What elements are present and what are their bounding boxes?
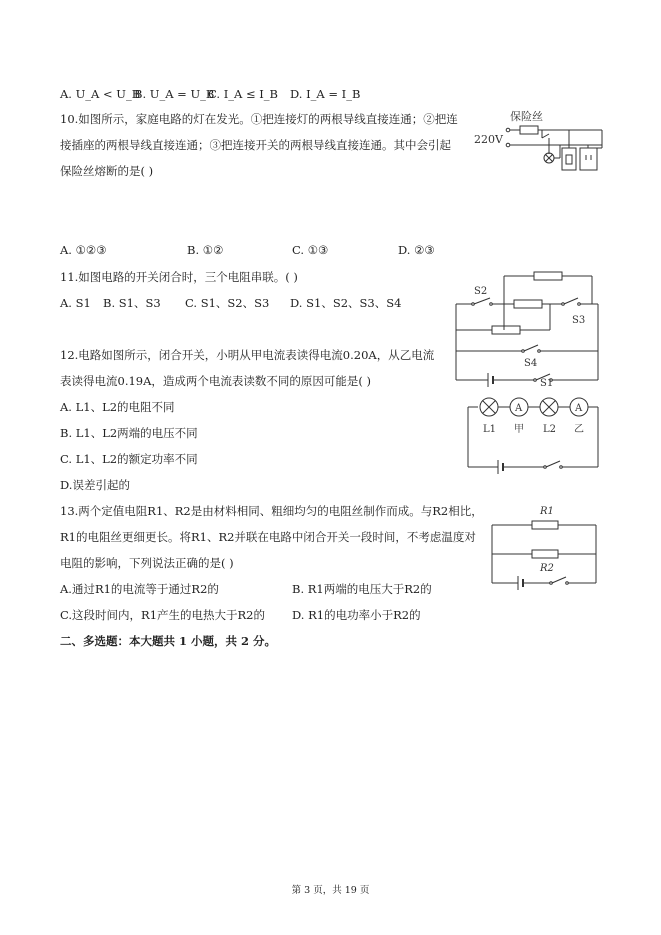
q11-stem: 11.如图电路的开关闭合时，三个电阻串联。( ) bbox=[60, 270, 298, 284]
q11-option-d: D. S1、S2、S3、S4 bbox=[290, 296, 402, 310]
ammeter-yi-symbol: A bbox=[575, 403, 583, 414]
q13-circuit-figure bbox=[488, 503, 603, 595]
lamp-l2-label: L2 bbox=[543, 424, 557, 435]
q13-option-d: D. R1的电功率小于R2的 bbox=[292, 608, 421, 622]
q12-line-2: 表读得电流0.19A，造成两个电流表读数不同的原因可能是( ) bbox=[60, 374, 372, 388]
page-footer: 第 3 页，共 19 页 bbox=[291, 885, 370, 896]
q12-circuit-figure bbox=[460, 375, 605, 475]
q10-option-c: C. ①③ bbox=[292, 243, 329, 257]
switch-s2-label: S2 bbox=[474, 286, 488, 297]
q10-option-b: B. ①② bbox=[187, 243, 224, 257]
q10-line-2: 接插座的两根导线直接连通；③把连接开关的两根导线直接连通。其中会引起 bbox=[60, 138, 451, 152]
q9-option-d: D. I_A = I_B bbox=[290, 87, 361, 101]
q12-line-1: 12.电路如图所示，闭合开关，小明从甲电流表读得电流0.20A，从乙电流 bbox=[60, 348, 435, 362]
q9-option-b: B. U_A = U_B bbox=[134, 87, 215, 101]
q10-option-d: D. ②③ bbox=[398, 243, 435, 257]
q12-option-d: D.误差引起的 bbox=[60, 478, 130, 492]
q9-option-a: A. U_A < U_B bbox=[60, 87, 141, 101]
switch-s4-label: S4 bbox=[524, 358, 538, 369]
q13-line-3: 电阻的影响，下列说法正确的是( ) bbox=[60, 556, 234, 570]
q10-line-1: 10.如图所示，家庭电路的灯在发光。①把连接灯的两根导线直接连通；②把连 bbox=[60, 112, 458, 126]
q12-option-a: A. L1、L2的电阻不同 bbox=[60, 400, 175, 414]
ammeter-jia-label: 甲 bbox=[514, 424, 524, 435]
q10-line-3: 保险丝熔断的是( ) bbox=[60, 164, 154, 178]
q11-option-a: A. S1 bbox=[60, 296, 91, 310]
ammeter-yi-label: 乙 bbox=[574, 424, 584, 435]
voltage-label: 220V bbox=[474, 133, 503, 146]
q9-option-c: C. I_A ≤ I_B bbox=[208, 87, 278, 101]
section-2-heading: 二、多选题：本大题共 1 小题，共 2 分。 bbox=[60, 634, 277, 648]
q12-option-b: B. L1、L2两端的电压不同 bbox=[60, 426, 198, 440]
q11-option-b: B. S1、S3 bbox=[103, 296, 161, 310]
q11-option-c: C. S1、S2、S3 bbox=[185, 296, 270, 310]
q10-household-circuit-figure bbox=[470, 108, 610, 178]
q12-option-c: C. L1、L2的额定功率不同 bbox=[60, 452, 198, 466]
fuse-label: 保险丝 bbox=[510, 110, 543, 123]
q13-option-a: A.通过R1的电流等于通过R2的 bbox=[60, 582, 219, 596]
resistor-r1-label: R1 bbox=[540, 506, 554, 517]
q13-option-c: C.这段时间内，R1产生的电热大于R2的 bbox=[60, 608, 265, 622]
q13-line-2: R1的电阻丝更细更长。将R1、R2并联在电路中闭合开关一段时间，不考虑温度对 bbox=[60, 530, 476, 544]
switch-s1-label: S1 bbox=[540, 378, 554, 389]
resistor-r2-label: R2 bbox=[540, 563, 554, 574]
q13-line-1: 13.两个定值电阻R1、R2是由材料相同、粗细均匀的电阻丝制作而成。与R2相比， bbox=[60, 504, 483, 518]
q13-option-b: B. R1两端的电压大于R2的 bbox=[292, 582, 432, 596]
q11-circuit-figure bbox=[452, 268, 604, 390]
lamp-l1-label: L1 bbox=[483, 424, 497, 435]
q10-option-a: A. ①②③ bbox=[60, 243, 107, 257]
switch-s3-label: S3 bbox=[572, 315, 586, 326]
ammeter-jia-symbol: A bbox=[515, 403, 523, 414]
